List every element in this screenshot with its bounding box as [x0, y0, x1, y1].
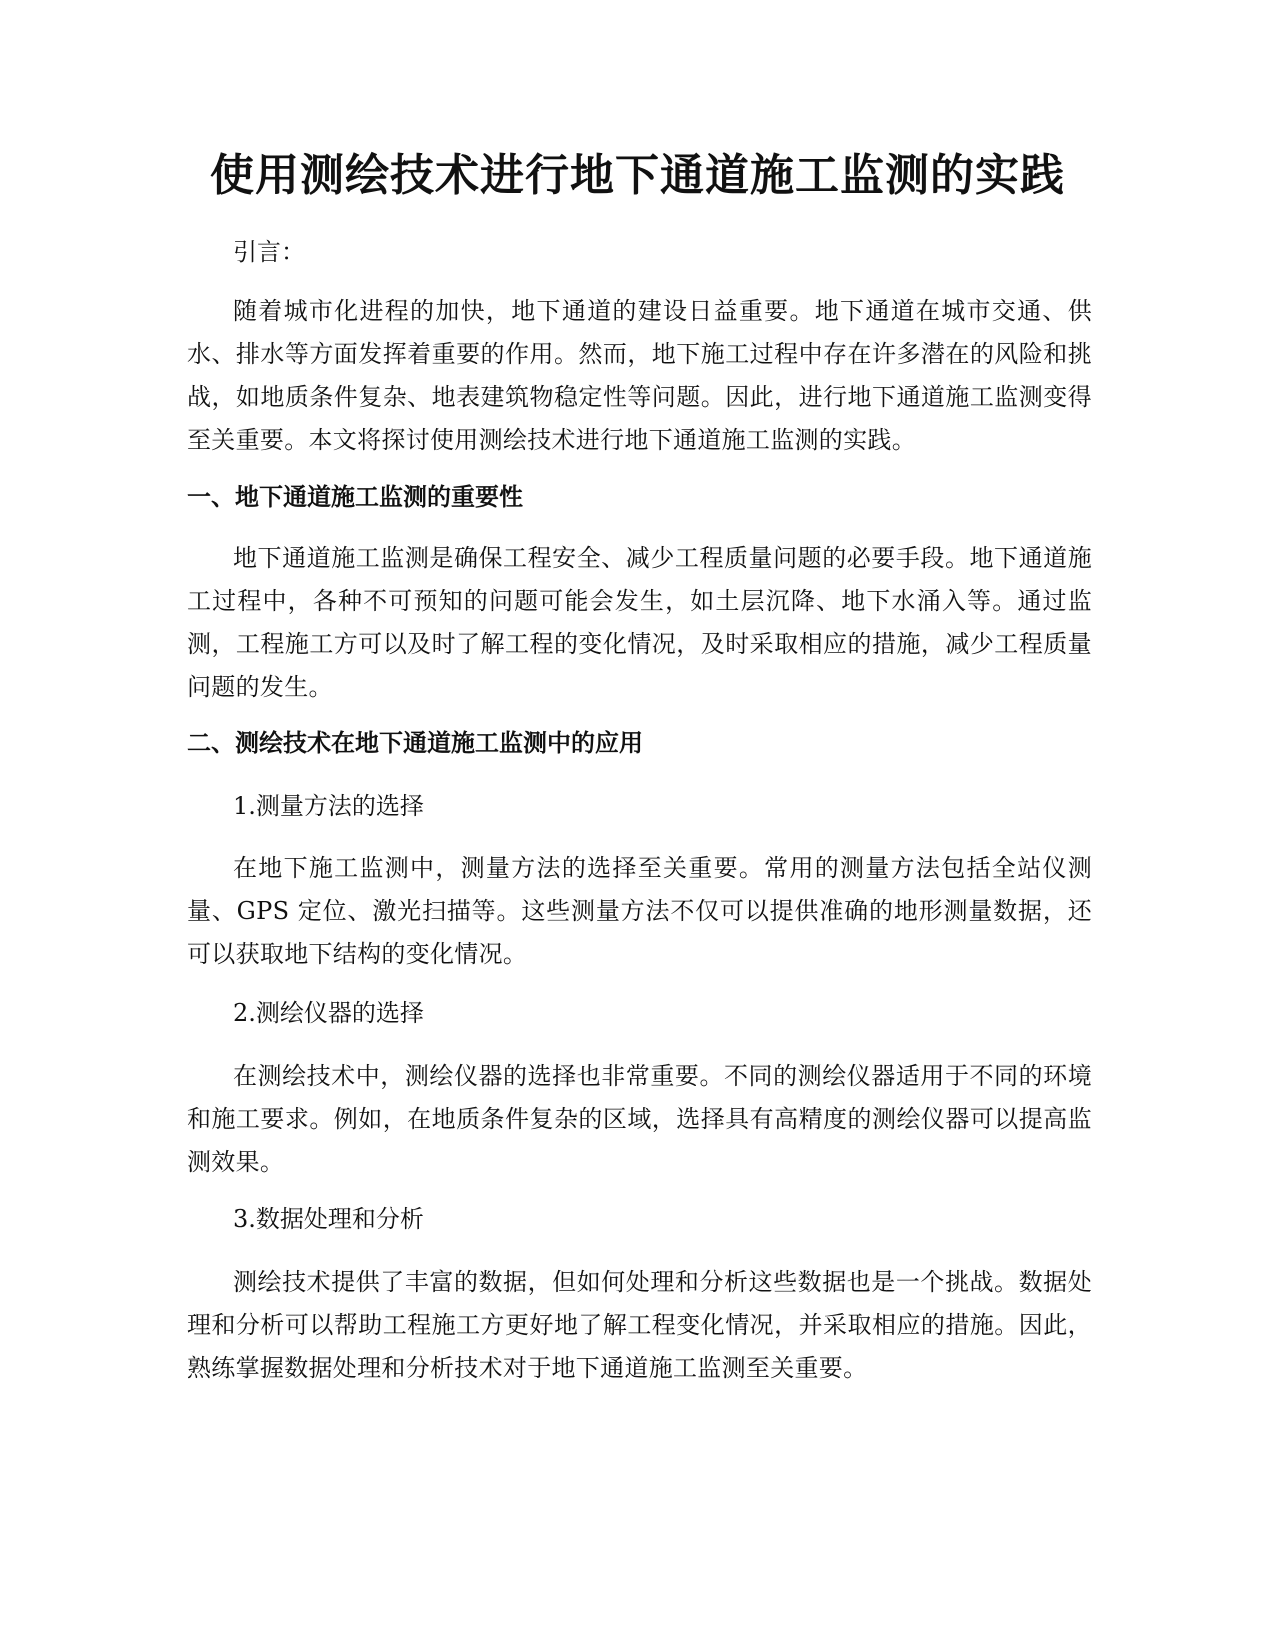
sub2-paragraph: 在测绘技术中，测绘仪器的选择也非常重要。不同的测绘仪器适用于不同的环境和施工要求。例如，在地质条件复杂的区域，选择具有高精度的测绘仪器可以提高监测效果。 [187, 1062, 1092, 1176]
subheading-data-processing: 3.数据处理和分析 [233, 1205, 424, 1233]
section-heading-application: 二、测绘技术在地下通道施工监测中的应用 [187, 729, 643, 757]
intro-paragraph: 随着城市化进程的加快，地下通道的建设日益重要。地下通道在城市交通、供水、排水等方面发挥着重要的作用。然而，地下施工过程中存在许多潜在的风险和挑战，如地质条件复杂、地表建筑物稳定性等问题。因此，进行地下通道施工监测变得至关重要。本文将探讨使用测绘技术进行地下通道施工监测的实践。 [187, 297, 1092, 454]
sub1-paragraph: 在地下施工监测中，测量方法的选择至关重要。常用的测量方法包括全站仪测量、GPS 定位、激光扫描等。这些测量方法不仅可以提供准确的地形测量数据，还可以获取地下结构的变化情况。 [187, 854, 1092, 968]
section1-paragraph: 地下通道施工监测是确保工程安全、减少工程质量问题的必要手段。地下通道施工过程中，各种不可预知的问题可能会发生，如土层沉降、地下水涌入等。通过监测，工程施工方可以及时了解工程的变化情况，及时采取相应的措施，减少工程质量问题的发生。 [187, 544, 1092, 701]
document-title: 使用测绘技术进行地下通道施工监测的实践 [210, 150, 1065, 201]
intro-label: 引言： [233, 238, 305, 266]
subheading-instrument-selection: 2.测绘仪器的选择 [233, 999, 424, 1027]
subheading-measurement-method: 1.测量方法的选择 [233, 792, 424, 820]
section-heading-importance: 一、地下通道施工监测的重要性 [187, 483, 523, 511]
sub3-paragraph: 测绘技术提供了丰富的数据，但如何处理和分析这些数据也是一个挑战。数据处理和分析可以帮助工程施工方更好地了解工程变化情况，并采取相应的措施。因此，熟练掌握数据处理和分析技术对于地下通道施工监测至关重要。 [187, 1268, 1092, 1382]
